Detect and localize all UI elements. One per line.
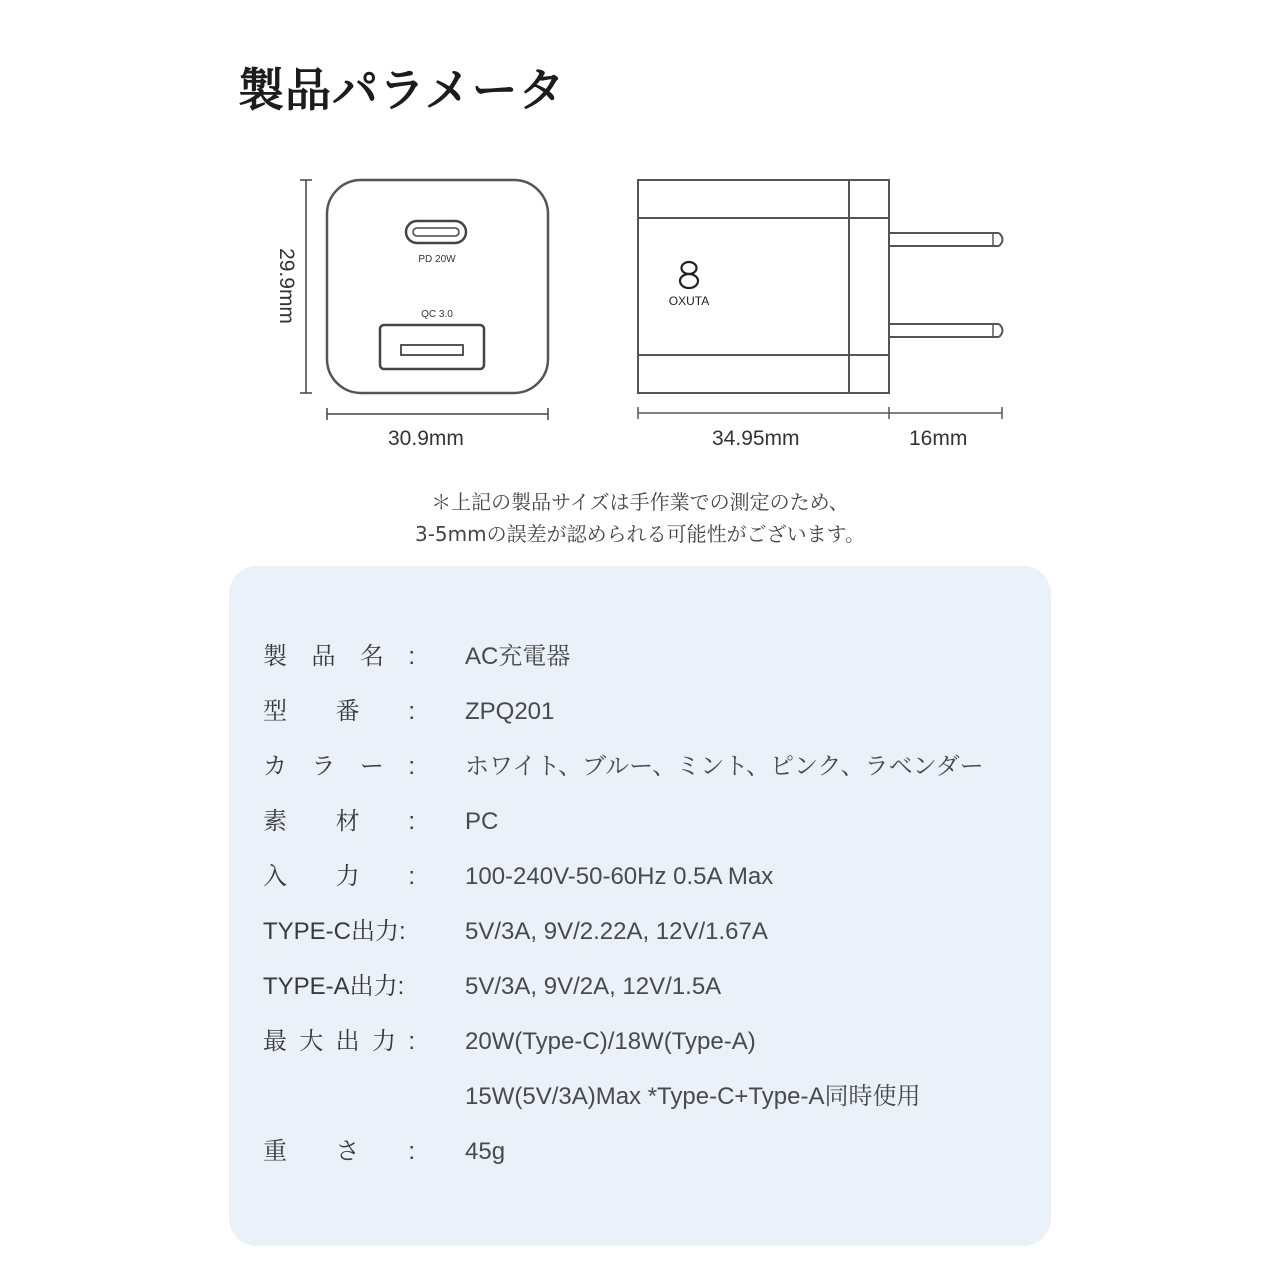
spec-label: TYPE-A出力:	[263, 973, 405, 1000]
charger-side-body	[638, 180, 889, 393]
spec-label: 型 番 :	[263, 698, 415, 725]
spec-label: 製 品 名 :	[263, 643, 415, 670]
front-view	[300, 180, 548, 420]
pd-port-label: PD 20W	[418, 254, 456, 265]
spec-value: 20W(Type-C)/18W(Type-A)	[465, 1028, 756, 1055]
note-line-2: 3-5mmの誤差が認められる可能性がございます。	[414, 522, 866, 546]
spec-value: 5V/3A, 9V/2A, 12V/1.5A	[465, 973, 722, 1000]
spec-label: 最 大 出 力 :	[263, 1028, 415, 1055]
spec-value: 5V/3A, 9V/2.22A, 12V/1.67A	[465, 918, 768, 945]
charger-front-body	[327, 180, 548, 393]
spec-value: ホワイト、ブルー、ミント、ピンク、ラベンダー	[465, 753, 984, 780]
spec-label: 入 力 :	[263, 863, 415, 890]
height-label: 29.9mm	[274, 248, 298, 324]
spec-value: ZPQ201	[465, 698, 555, 725]
spec-label: 素 材 :	[263, 808, 415, 835]
charger-dimension-diagram	[0, 0, 1280, 480]
spec-value: 45g	[465, 1138, 506, 1165]
spec-value: AC充電器	[465, 643, 571, 670]
brand-logo-icon	[680, 262, 698, 288]
spec-label: カ ラ ー :	[263, 753, 415, 780]
spec-label: 重 さ :	[263, 1138, 415, 1165]
usb-a-port-icon	[380, 325, 484, 369]
qc-port-label: QC 3.0	[421, 309, 453, 320]
body-length-label: 34.95mm	[712, 427, 800, 450]
front-width-label: 30.9mm	[388, 427, 464, 450]
plug-prong-top	[889, 233, 1003, 246]
brand-name: OXUTA	[668, 294, 710, 308]
spec-value: 15W(5V/3A)Max *Type-C+Type-A同時使用	[465, 1083, 921, 1110]
spec-panel	[229, 566, 1051, 1246]
spec-label: TYPE-C出力:	[263, 918, 406, 945]
measurement-note	[0, 486, 1280, 550]
note-line-1: ＊上記の製品サイズは手作業での測定のため、	[431, 490, 849, 514]
usb-c-port-icon	[406, 221, 466, 243]
spec-value: 100-240V-50-60Hz 0.5A Max	[465, 863, 774, 890]
spec-value: PC	[465, 808, 499, 835]
plug-prong-bottom	[889, 324, 1003, 337]
prong-length-label: 16mm	[909, 427, 968, 450]
page-title: 製品パラメータ	[238, 63, 566, 117]
